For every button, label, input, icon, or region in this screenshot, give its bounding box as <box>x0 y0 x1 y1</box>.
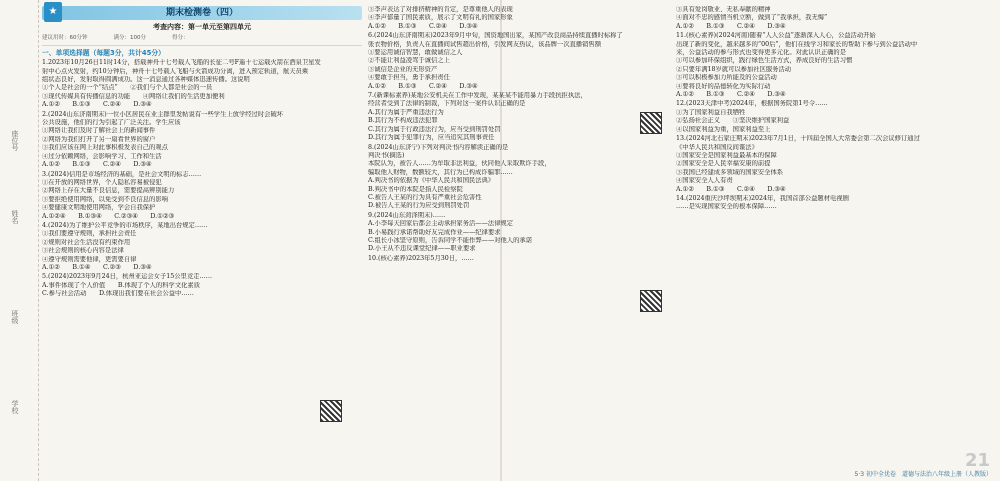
text-line: C.其行为属于行政违法行为，应当受到刑罚处罚 <box>368 125 501 133</box>
text-line: ③社会规则的核心内容是法律 <box>42 247 124 255</box>
text-line: 本院认为，被告人……为牟取非法利益，伙同他人采取欺诈手段， <box>368 160 551 168</box>
text-line: D.其行为属于犯罪行为，应当追究其刑事责任 <box>368 134 495 142</box>
text-line: 6.(2024山东济南期末)2023年9月中旬，国资地国出家，某国产改良商品持续直播时标称了 <box>368 32 623 40</box>
series-name: 5·3 初中全优卷 <box>854 471 896 478</box>
text-line: 出现了新的变化，越来越多的“00后”，他们在线学习和家长的帮助下参与到公益活动中 <box>676 40 918 48</box>
text-line: A.①② B.①③ C.②④ D.③④ <box>676 22 786 30</box>
text-line: 组状态良好，发射取得圆满成功。这一消息通过各种媒体迅速传播。这说明 <box>42 76 250 84</box>
text-line: ①为了国家利益自我牺牲 <box>676 108 746 116</box>
text-line: A.其行为属于严重违法行为 <box>368 108 444 116</box>
text-line: B.小易践行承诺帮助好友完成作业——纪律要求 <box>368 228 501 236</box>
text-line: ④要敢于担当，勇于承担责任 <box>368 74 450 82</box>
text-line: 1.2023年10月26日11时14分，搭载神舟十七号载人飞船的长征二号F遥十七运载火箭在酒泉卫星发 <box>42 59 321 67</box>
text-line: D.被告人王某的行为应受到刑罚处罚 <box>368 202 470 210</box>
text-line: 射中心点火发射，约10分钟后，神舟十七号载人飞船与火箭成功分离，进入预定轨道，航天员乘 <box>42 67 309 75</box>
text-line: 11.(核心素养)(2024河南)随着“人人公益”逐渐深入人心，公益活动开始 <box>676 32 876 40</box>
text-line: ③我们应该在网上对此事积极发表自己的观点 <box>42 144 168 152</box>
text-line: 公共设施，他们的行为引起了广泛关注。学生应该 <box>42 119 181 127</box>
text-line: 14.(2024重庆沙坪坝期末)2024年，我国首部公益题材电视剧 <box>676 194 849 202</box>
margin-label: 班级 <box>11 310 19 324</box>
text-line: ①个人是社会的一个“结点” ②我们与个人都是社会的一员 <box>42 84 213 92</box>
text-line: ③具有爱岗敬业、无私奉献的精神 <box>676 6 771 13</box>
text-line: A.①② B.①③ C.②④ D.③④ <box>368 82 478 90</box>
text-line: ④面对不忠的感情当机立断，做到了“我承担，我无悔” <box>676 14 828 22</box>
qr-code-icon[interactable] <box>320 400 342 422</box>
text-line: ……是实现国家安全的根本保障…… <box>676 203 777 211</box>
column-2 <box>368 6 658 263</box>
text-line: A.事件体现了个人价值 B.体现了个人的科学文化素质 <box>42 281 201 289</box>
text-line: 5.(2024)2023年9月24日，杭州亚运会女子15公里竞走…… <box>42 273 213 281</box>
text-line: ④李声郁量了国民素质，展示了文明有礼的国家形象 <box>368 14 513 22</box>
text-line: 骗取他人财物，数额较大，其行为已构成诈骗罪…… <box>368 168 513 176</box>
text-line: ①在开放的网络世界，个人隐私容易被侵犯 <box>42 178 162 186</box>
meta-time: 建议用时：60分钟 <box>42 35 88 42</box>
text-line: A.①②④ B.①③④ C.②③④ D.①②③ <box>42 212 175 220</box>
text-line: ②弘扬社会正义 ③坚决维护国家利益 <box>676 117 790 125</box>
text-line: ③可以积极参加力所能及的公益活动 <box>676 74 777 82</box>
text-line: 2.(2024山东济南期末)一位小区居民在业主群里发帖说有一些学生上放学经过时会破坏 <box>42 110 284 118</box>
text-line: B.判决书中的本院是指人民检察院 <box>368 185 463 193</box>
text-line: 7.(新课标素养)某地公安机关在工作中发现，某某某不能用暴力手段抗拒执法， <box>368 92 587 100</box>
text-line: 经营者受到了法律的制裁，下列对这一案件认识正确的是 <box>368 100 526 108</box>
text-line: 9.(2024山东菏泽期末)…… <box>368 211 446 219</box>
text-line: 来，公益活动的参与形式也变得更多元化。对此认识正确的是 <box>676 49 847 57</box>
text-line: ③现代传媒具有传播信息的功能 ④网络让我们的生活更加便利 <box>42 92 225 100</box>
text-line: ④国家安全人人有责 <box>676 177 733 185</box>
binding-margin <box>0 0 39 481</box>
text-line: ①国家安全是国家利益最基本的保障 <box>676 151 777 159</box>
text-line: ②规则对社会生活没有约束作用 <box>42 238 131 246</box>
exam-title-banner <box>42 6 362 20</box>
text-line: B.其行为不构成违法犯罪 <box>368 117 438 125</box>
text-line: C.被告人王某的行为具有严重社会危害性 <box>368 193 482 201</box>
text-line: ③要拒绝使用网络，以免受到不良信息的影响 <box>42 195 168 203</box>
text-line: ②国家安全是人民幸福安康的前提 <box>676 160 771 168</box>
margin-label: 座位号 <box>11 130 19 151</box>
text-line: 10.(核心素养)2023年5月30日，…… <box>368 254 474 262</box>
column-2-text <box>368 6 658 263</box>
meta-score: 满分：100分 <box>113 35 146 42</box>
text-line: ②网络上存在大量不良信息，需要提高辨别能力 <box>42 187 175 195</box>
text-line: C.组长小冰坚守原则，告诉同学不能作弊——对他人的承诺 <box>368 236 533 244</box>
exam-title: 期末检测卷（四） <box>165 8 238 18</box>
text-line: ②不能让利益凌驾于诚信之上 <box>368 57 450 65</box>
text-line: 《中华人民共和国反间谍法》 <box>676 143 758 151</box>
text-line: ③李声表达了对排挤精神的肯定，是尊重他人的表现 <box>368 6 513 13</box>
text-line: A.①② B.①③ C.②④ D.③④ <box>368 22 478 30</box>
text-line: 8.(2024山东济宁)下列对判决书内容解读正确的是 <box>368 143 509 151</box>
text-line: 12.(2023天津中考)2024年，根据国务院第1号令…… <box>676 100 828 108</box>
text-line: ②只要年满18岁就可以参加社区服务活动 <box>676 65 792 73</box>
text-line: 3.(2024)信用是市场经济的基础，是社会文明的标志…… <box>42 170 202 178</box>
section-heading: 一、单项选择题（每题3分，共计45分） <box>42 48 165 57</box>
text-line: 判决书(摘选) <box>368 151 405 159</box>
star-icon: ★ <box>44 2 62 22</box>
text-line: 13.(2024河北石家庄期末)2023年7月1日，十四届全国人大常委会第二次会议修订通过 <box>676 135 920 143</box>
text-line: A.①② B.①③ C.②④ D.③④ <box>676 91 786 99</box>
text-line: C.参与社会活动 D.体现出我们要在社会公益中…… <box>42 290 194 298</box>
exam-meta <box>42 34 362 45</box>
text-line: ④过分依赖网络，会影响学习、工作和生活 <box>42 152 162 160</box>
book-name: 道德与法治八年级上册（人教版） <box>901 471 992 478</box>
margin-label: 姓名 <box>11 210 19 224</box>
text-line: ④要健康文明地使用网络，学会自我保护 <box>42 204 156 212</box>
text-line: A.①② B.①③ C.②④ D.③④ <box>676 185 786 193</box>
text-line: ②网络为我们打开了另一扇看世界的窗户 <box>42 135 156 143</box>
page-number: 21 <box>964 450 990 471</box>
text-line: D.小王从不违反课堂纪律——职业要求 <box>368 245 476 253</box>
text-line: 4.(2024)为了维护公平竞争的市场秩序，某地出台规定…… <box>42 221 208 229</box>
text-line: ④遵守规则需要他律，更需要自律 <box>42 255 137 263</box>
text-line: A.小李每天回家后都会主动承担家务活——法律规定 <box>368 220 514 228</box>
exam-subtitle: 考查内容：第一单元至第四单元 <box>153 23 251 31</box>
text-line: A.判决书的依据为《中华人民共和国民法典》 <box>368 177 495 185</box>
text-line: ③诚信是企业的无形资产 <box>368 65 438 73</box>
column-1-text <box>42 59 362 298</box>
text-line: A.①② B.①④ C.②③ D.③④ <box>42 263 152 271</box>
text-line: 张衣物价格，负责人在直播间试售超出价格，引发网友热议，该品牌一次直播销售额 <box>368 40 601 48</box>
column-1 <box>42 6 362 299</box>
text-line: A.①② B.①③ C.②④ D.③④ <box>42 161 152 169</box>
text-line: ③我国已经建成多领域的国家安全体系 <box>676 168 784 176</box>
meta-result: 得分： <box>172 35 189 42</box>
column-3-text <box>676 6 986 212</box>
text-line: A.①② B.①③ C.②④ D.③④ <box>42 101 152 109</box>
text-line: ①我们要遵守规则，承担社会责任 <box>42 230 137 238</box>
margin-label: 学校 <box>11 400 19 414</box>
column-3 <box>676 6 986 212</box>
text-line: ④以国家利益为重，国家利益至上 <box>676 125 771 133</box>
qr-code-icon[interactable] <box>640 290 662 312</box>
text-line: ①要运用诚信智慧，敢做诚信之人 <box>368 49 463 57</box>
text-line: ④要将良好的品德转化为实际行动 <box>676 82 771 90</box>
text-line: ①可以参加环保组织，践行绿色生活方式，养成良好的生活习惯 <box>676 57 853 65</box>
qr-code-icon[interactable] <box>640 112 662 134</box>
text-line: ①网络让我们及时了解社会上的新闻事件 <box>42 127 156 135</box>
